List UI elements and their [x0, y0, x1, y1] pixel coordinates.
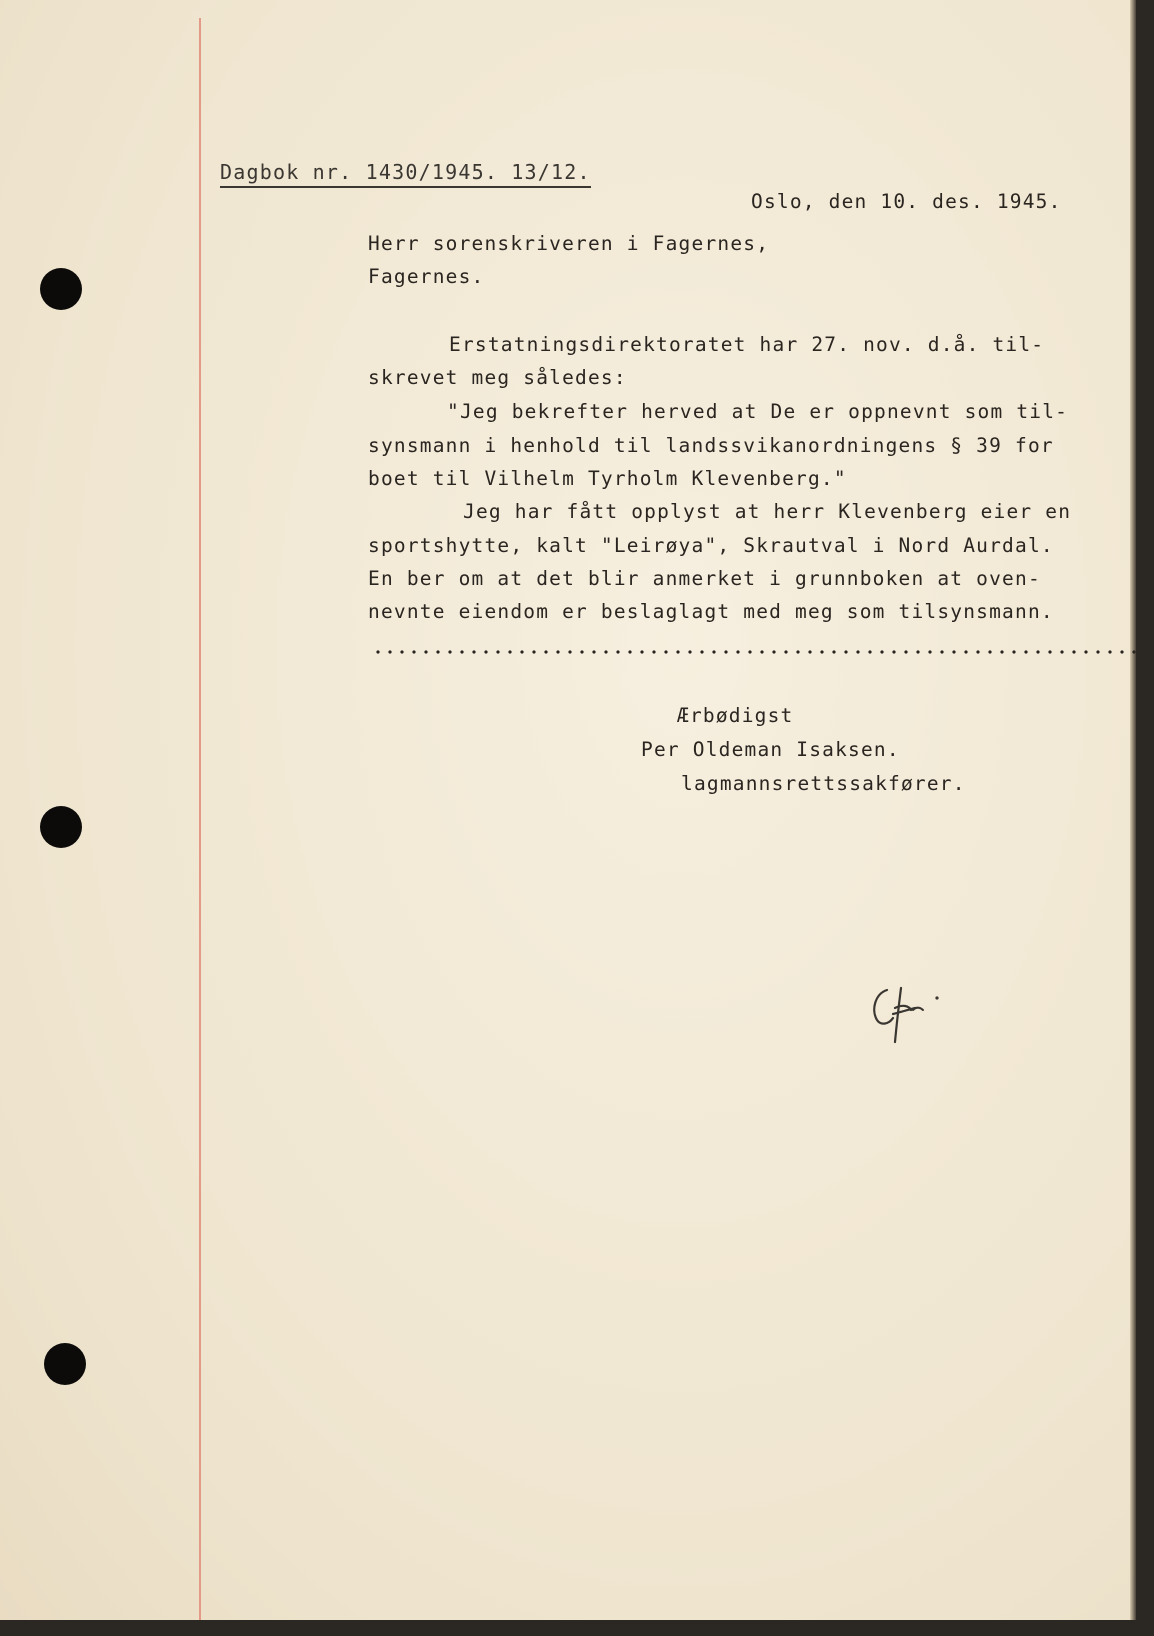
- signer-name: Per Oldeman Isaksen.: [641, 738, 900, 761]
- body-line-8: En ber om at det blir anmerket i grunnboken at oven-: [368, 567, 1041, 590]
- page-edge-shadow: [1130, 0, 1136, 1620]
- punch-hole-icon: [44, 1343, 86, 1385]
- body-line-9: nevnte eiendom er beslaglagt med meg som tilsynsmann.: [368, 600, 1054, 623]
- body-line-6: Jeg har fått opplyst at herr Klevenberg eier en: [463, 500, 1072, 523]
- body-line-7: sportshytte, kalt "Leirøya", Skrautval i Nord Aurdal.: [368, 534, 1054, 557]
- dotted-separator: [372, 650, 1140, 654]
- punch-hole-icon: [40, 268, 82, 310]
- recipient-line-2: Fagernes.: [368, 265, 485, 288]
- handwritten-initials-icon: [865, 980, 955, 1050]
- red-margin-line: [199, 18, 201, 1620]
- recipient-line-1: Herr sorenskriveren i Fagernes,: [368, 232, 770, 255]
- body-line-5: boet til Vilhelm Tyrholm Klevenberg.": [368, 467, 847, 490]
- closing-salutation: Ærbødigst: [677, 704, 794, 727]
- journal-entry-number: Dagbok nr. 1430/1945. 13/12.: [220, 160, 591, 188]
- place-date: Oslo, den 10. des. 1945.: [751, 190, 1062, 213]
- punch-hole-icon: [40, 806, 82, 848]
- body-line-2: skrevet meg således:: [368, 366, 627, 389]
- signer-title: lagmannsrettssakfører.: [681, 772, 966, 795]
- body-line-3: "Jeg bekrefter herved at De er oppnevnt som til-: [447, 400, 1069, 423]
- body-line-4: synsmann i henhold til landssvikanordningens § 39 for: [368, 434, 1054, 457]
- body-line-1: Erstatningsdirektoratet har 27. nov. d.å. til-: [449, 333, 1045, 356]
